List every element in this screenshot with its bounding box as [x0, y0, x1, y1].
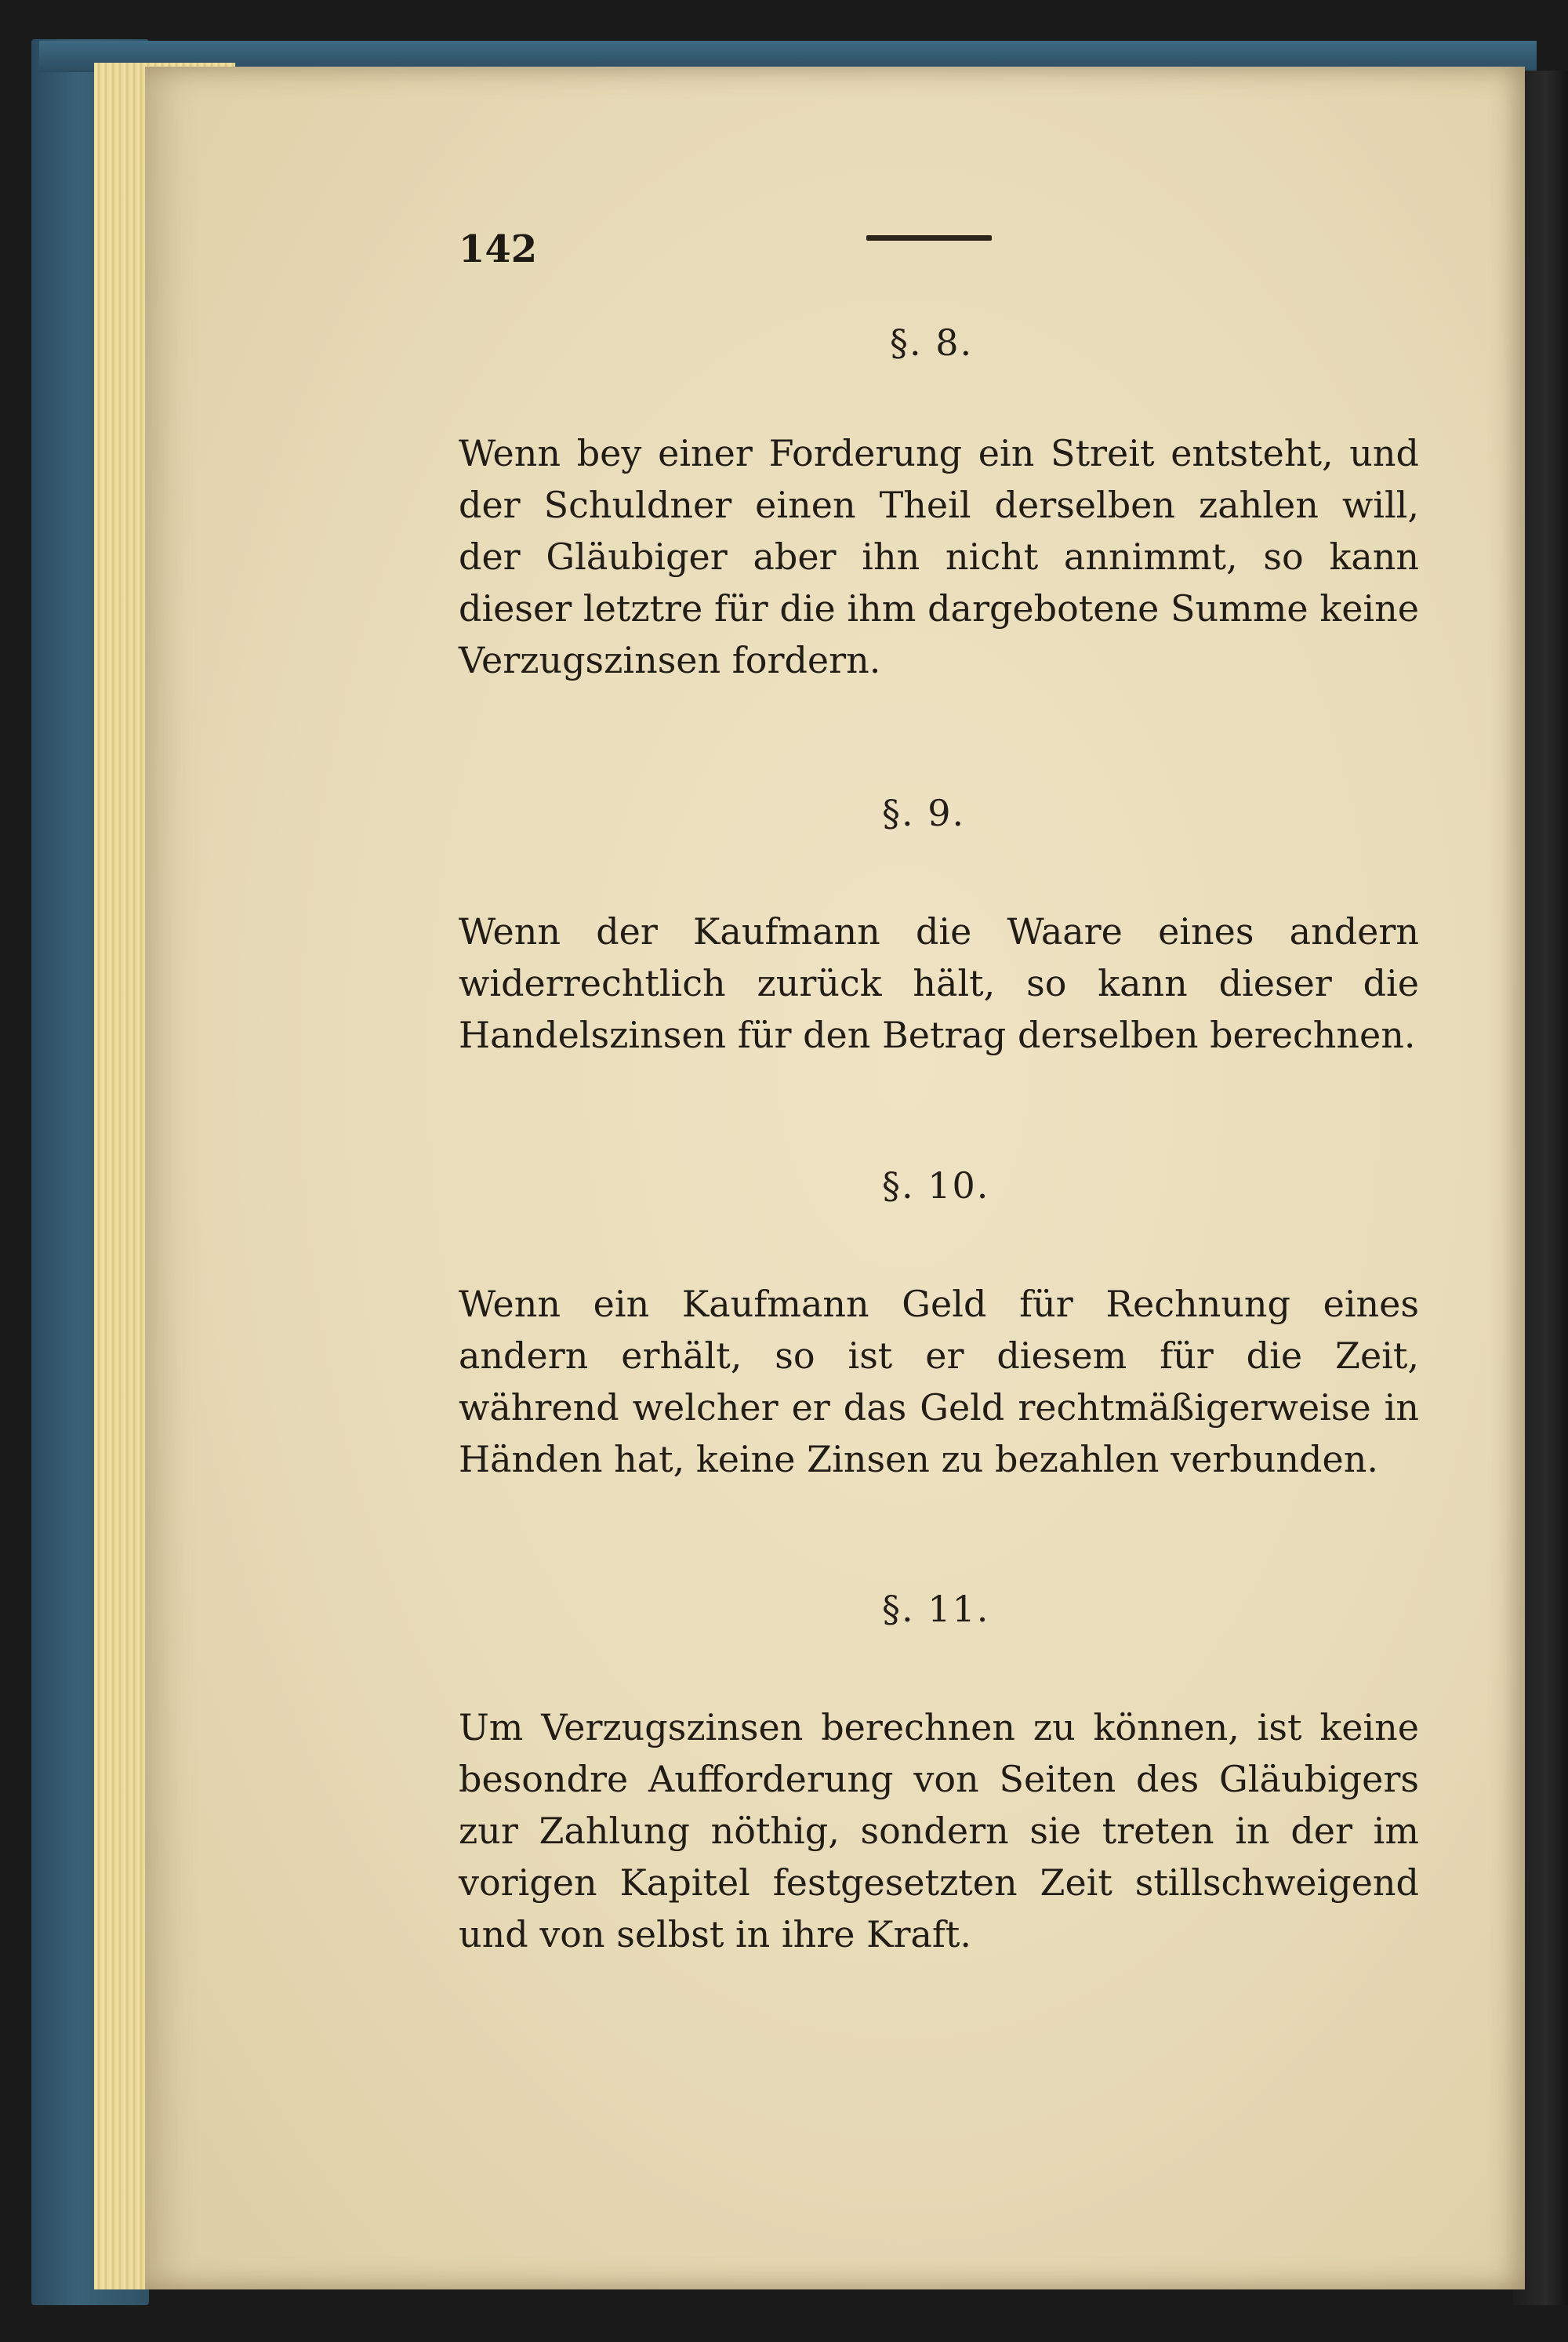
- section-heading: §. 8.: [890, 321, 974, 364]
- section-paragraph: Um Verzugszinsen berechnen zu können, ist keine besondre Aufforderung von Seiten des Gläubigers zur Zahlung nöthig, sondern sie treten in der im vorigen Kapitel festgesetzten Zeit stillschweigend und von selbst in ihre Kraft.: [459, 1706, 1419, 1955]
- section-heading: §. 11.: [882, 1588, 990, 1630]
- header-rule: [866, 235, 992, 241]
- section-paragraph: Wenn der Kaufmann die Waare eines andern widerrechtlich zurück hält, so kann dieser die Handelszinsen für den Betrag derselben berechnen.: [459, 910, 1419, 1056]
- page-number: 142: [459, 227, 538, 271]
- section-paragraph: Wenn bey einer Forderung ein Streit entsteht, und der Schuldner einen Theil derselben zahlen will, der Gläubiger aber ihn nicht annimmt, so kann dieser letztre für die ihm dargebotene Summe keine Verzugszinsen fordern.: [459, 432, 1419, 681]
- section-paragraph: Wenn ein Kaufmann Geld für Rechnung eines andern erhält, so ist er diesem für die Zeit, während welcher er das Geld rechtmäßigerweise in Händen hat, keine Zinsen zu bezahlen verbunden.: [459, 1283, 1419, 1480]
- section-heading: §. 10.: [882, 1164, 990, 1207]
- section-heading: §. 9.: [882, 792, 966, 834]
